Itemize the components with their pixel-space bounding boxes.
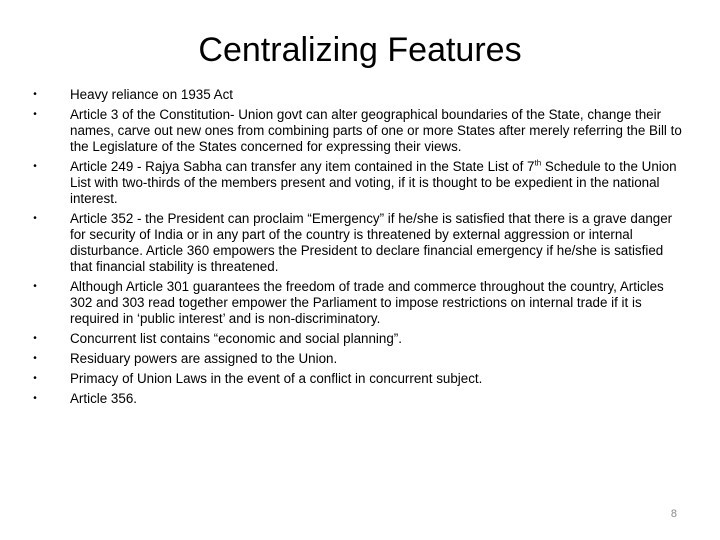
bullet-item-article-356 bbox=[30, 391, 686, 407]
bullet-text: Concurrent list contains “economic and social planning”. bbox=[70, 331, 402, 346]
bullet-icon: • bbox=[33, 353, 37, 364]
bullet-icon: • bbox=[33, 89, 37, 100]
bullet-item-article-249 bbox=[30, 159, 686, 207]
bullet-text: Residuary powers are assigned to the Union. bbox=[70, 351, 338, 366]
bullet-list bbox=[30, 87, 686, 411]
bullet-icon: • bbox=[33, 109, 37, 120]
bullet-text: Article 356. bbox=[70, 391, 137, 406]
bullet-icon: • bbox=[33, 281, 37, 292]
bullet-icon: • bbox=[33, 333, 37, 344]
superscript: th bbox=[534, 158, 542, 168]
bullet-icon: • bbox=[33, 161, 37, 172]
slide-title: Centralizing Features bbox=[198, 31, 522, 69]
bullet-item-union-primacy bbox=[30, 371, 686, 387]
bullet-icon: • bbox=[33, 373, 37, 384]
bullet-icon: • bbox=[33, 393, 37, 404]
bullet-text-part: Article 249 - Rajya Sabha can transfer any item contained in the State List of 7 bbox=[70, 159, 535, 174]
bullet-icon: • bbox=[33, 213, 37, 224]
bullet-text: Article 352 - the President can proclaim “Emergency” if he/she is satisfied that there is a grave danger for security of India or in any part of the country is threatened by external aggression or internal disturbance. Article 360 empowers the President to declare financial emergency if he/she is satisfied that financial stability is threatened. bbox=[70, 211, 673, 274]
bullet-item-residuary-powers bbox=[30, 351, 686, 367]
bullet-text: Primacy of Union Laws in the event of a conflict in concurrent subject. bbox=[70, 371, 483, 386]
page-number: 8 bbox=[670, 508, 677, 520]
bullet-item-article-352 bbox=[30, 211, 686, 275]
bullet-text: Article 3 of the Constitution- Union govt can alter geographical boundaries of the State, change their names, carve out new ones from combining parts of one or more States after merely referring the Bill to the Legislature of the States concerned for expressing their views. bbox=[70, 107, 682, 154]
bullet-text bbox=[70, 159, 686, 207]
bullet-item-1935-act bbox=[30, 87, 686, 103]
bullet-text: Although Article 301 guarantees the freedom of trade and commerce throughout the country, Articles 302 and 303 read together empower the Parliament to impose restrictions on internal trade if it is required in ‘public interest’ and is non-discriminatory. bbox=[70, 279, 664, 326]
bullet-item-article-301 bbox=[30, 279, 686, 327]
bullet-item-article-3 bbox=[30, 107, 686, 155]
bullet-item-concurrent-list bbox=[30, 331, 686, 347]
bullet-text-part: Schedule to the Union List with two-thirds of the members present and voting, if it is thought to be expedient in the national interest. bbox=[70, 159, 677, 206]
bullet-text: Heavy reliance on 1935 Act bbox=[70, 87, 234, 102]
